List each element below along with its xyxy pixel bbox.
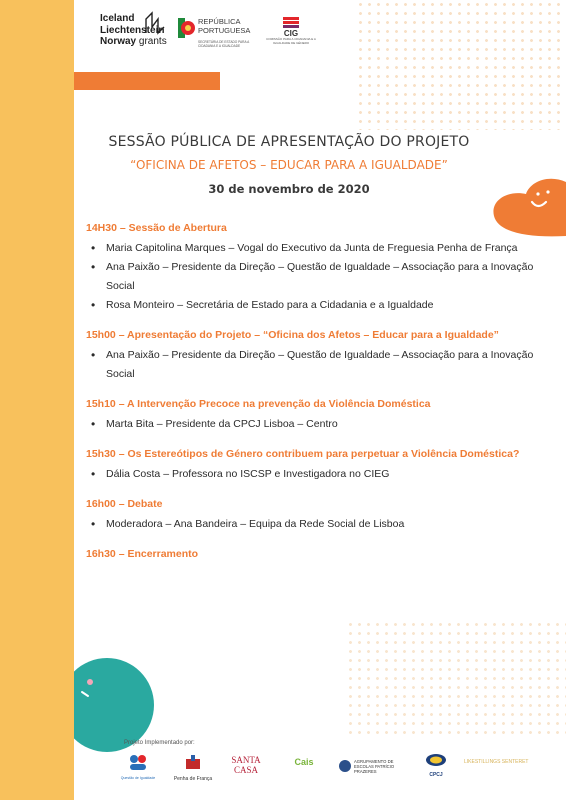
list-item: • Dália Costa – Professora no ISCSP e Investigadora no CIEG: [86, 465, 546, 484]
list-item: • Ana Paixão – Presidente da Direção – Questão de Igualdade – Associação para a Inovação Social: [86, 258, 546, 296]
footer-label: Projeto Implementado por:: [124, 740, 195, 746]
partner-logo-santa-casa: SANTA CASA: [231, 755, 261, 775]
event-date: 30 de novembro de 2020: [208, 182, 370, 196]
section-heading: 15h00 – Apresentação do Projeto – “Oficina dos Afetos – Educar para a Igualdade”: [86, 329, 499, 341]
partner-logo-cais: Cais: [294, 757, 314, 767]
iceland-liechtenstein-norway-grants-logo: Iceland Liechtenstein Norway grants: [100, 13, 167, 47]
cig-logo: CIG COMISSÃO PARA A CIDADANIA E A IGUALDADE DE GÉNERO: [266, 17, 316, 45]
cig-bars-icon: [283, 17, 299, 28]
list-item: • Maria Capitolina Marques – Vogal do Executivo da Junta de Freguesia Penha de França: [86, 239, 546, 258]
agenda-section: [86, 398, 546, 434]
section-heading: 15h30 – Os Estereótipos de Género contribuem para perpetuar a Violência Doméstica?: [86, 448, 520, 460]
section-heading: 16h30 – Encerramento: [86, 548, 199, 560]
list-item: • Ana Paixão – Presidente da Direção – Questão de Igualdade – Associação para a Inovação Social: [86, 346, 546, 384]
sparkle-icon: [60, 658, 154, 752]
partner-logo-questao-igualdade: Questão de Igualdade: [120, 753, 156, 780]
section-heading: 15h10 – A Intervenção Precoce na prevenção da Violência Doméstica: [86, 398, 431, 410]
orange-accent-strip: [74, 72, 220, 90]
teal-circle-decoration: [60, 658, 154, 752]
agenda-section: [86, 329, 546, 384]
page-title: SESSÃO PÚBLICA DE APRESENTAÇÃO DO PROJETO: [108, 134, 470, 150]
dot-pattern-bottom-right: [346, 620, 566, 740]
school-emblem-icon: [338, 759, 352, 773]
people-icon: [128, 753, 148, 771]
cpcj-emblem-icon: [425, 753, 447, 767]
left-bar-lower: [0, 640, 74, 800]
castle-icon: [183, 753, 203, 771]
list-item: • Marta Bita – Presidente da CPCJ Lisboa – Centro: [86, 415, 546, 434]
portugal-emblem-icon: [178, 18, 196, 38]
list-item: • Rosa Monteiro – Secretária de Estado para a Cidadania e a Igualdade: [86, 296, 546, 315]
partner-logo-likestillingssenteret: LIKESTILLINGS SENTERET: [464, 759, 529, 765]
section-heading: 16h00 – Debate: [86, 498, 163, 510]
partner-logo-cpcj: CPCJ: [416, 753, 456, 778]
section-heading: 14H30 – Sessão de Abertura: [86, 222, 227, 234]
agenda-section: [86, 222, 546, 315]
eea-grants-mark-icon: [144, 11, 166, 35]
list-item: • Moderadora – Ana Bandeira – Equipa da Rede Social de Lisboa: [86, 515, 546, 534]
dot-pattern-top-right: [356, 0, 566, 130]
partner-logos: Questão de Igualdade Penha de França SANTA CASA Cais AGRUPAMENTO DE ESCOLAS PATRÍCIO PRAZERES CPCJ LIKESTILLINGS SENTERET: [120, 753, 540, 789]
agenda-section: [86, 498, 546, 534]
project-title: “OFICINA DE AFETOS – EDUCAR PARA A IGUALDADE”: [130, 158, 448, 172]
partner-logo-penha-de-franca: Penha de França: [168, 753, 218, 782]
agenda-section: [86, 448, 546, 484]
program-agenda: [86, 222, 546, 574]
agenda-section: [86, 548, 546, 560]
